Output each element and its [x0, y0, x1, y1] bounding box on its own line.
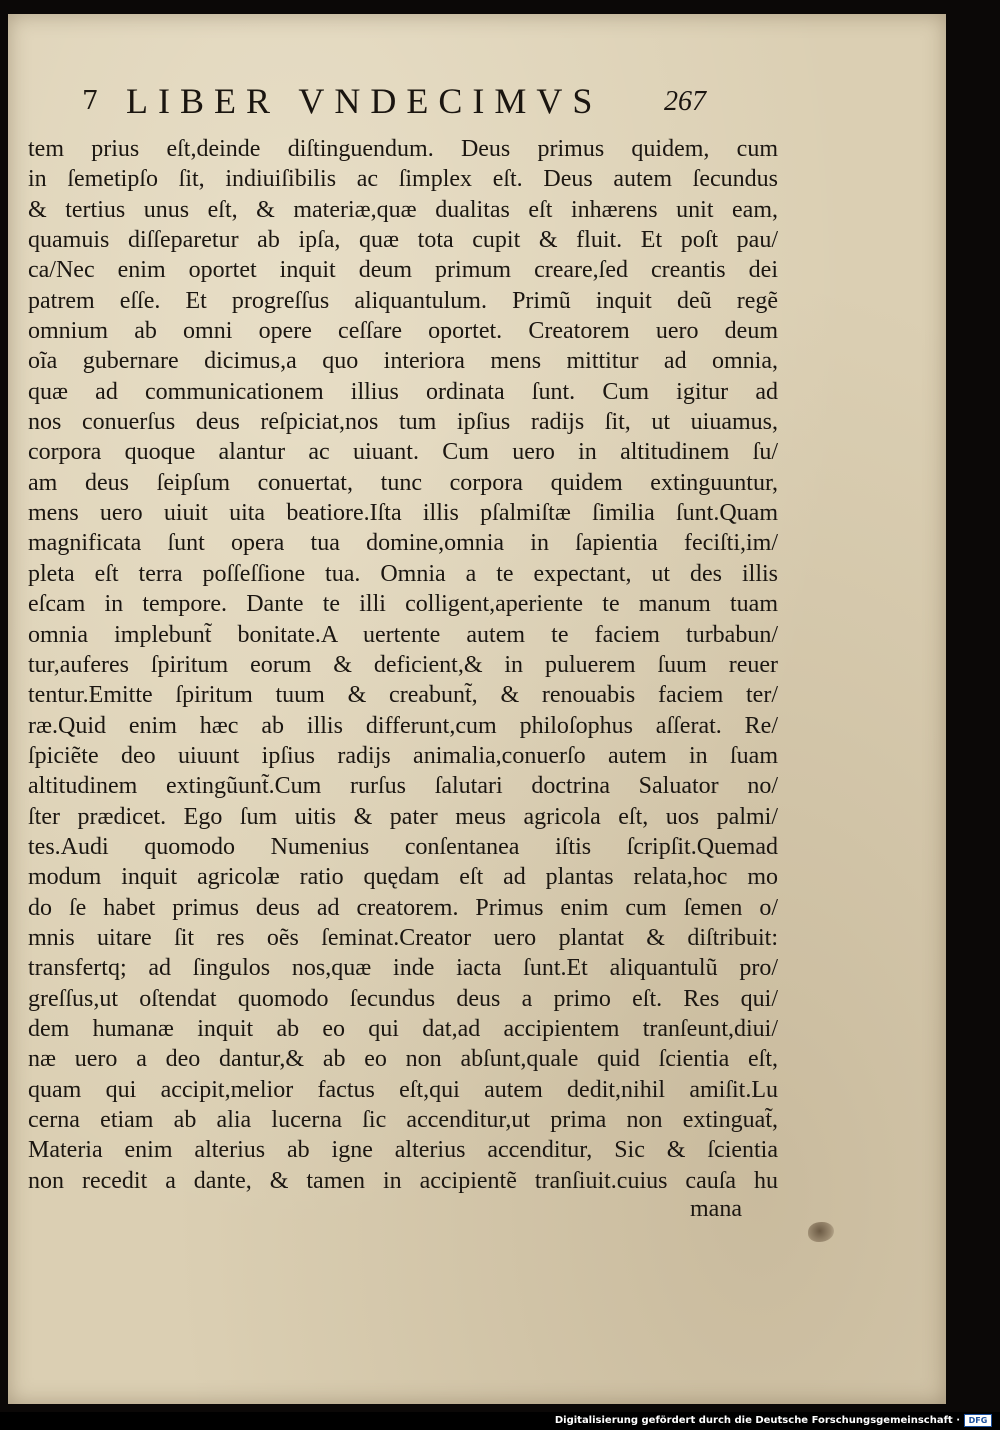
running-head-title: LIBER VNDECIMVS [126, 81, 603, 121]
text-line: do ſe habet primus deus ad creatorem. Primus enim cum ſemen o/ [28, 894, 778, 921]
text-line: cerna etiam ab alia lucerna ſic accenditur,ut prima non extinguat̃, [28, 1107, 778, 1133]
text-line: mnis uitare ſit res oẽs ſeminat.Creator uero plantat & diſtribuit: [28, 924, 778, 951]
text-line: & tertius unus eſt, & materiæ,quæ dualitas eſt inhærens unit eam, [28, 196, 778, 223]
text-line: oĩa gubernare dicimus,a quo interiora mens mittitur ad omnia, [28, 348, 778, 375]
book-page [8, 14, 946, 1404]
digitization-credit: Digitalisierung gefördert durch die Deutsche Forschungsgemeinschaft · [554, 1415, 960, 1426]
text-line: non recedit a dante, & tamen in accipientẽ tranſiuit.cuius cauſa hu [28, 1167, 778, 1194]
text-line: tentur.Emitte ſpiritum tuum & creabunt̃, & renouabis faciem ter/ [28, 682, 778, 709]
text-line: in ſemetipſo ſit, indiuiſibilis ac ſimplex eſt. Deus autem ſecundus [28, 166, 778, 193]
text-line: mens uero uiuit uita beatiore.Iſta illis pſalmiſtæ ſimilia ſunt.Quam [28, 500, 778, 527]
running-head-mark: 7 [82, 86, 99, 116]
text-line: quamuis diſſeparetur ab ipſa, quæ tota cupit & fluit. Et poſt pau/ [28, 227, 778, 254]
text-line: patrem eſſe. Et progreſſus aliquantulum. Primũ inquit deũ regẽ [28, 287, 778, 314]
text-line: pleta eſt terra poſſeſſione tua. Omnia a te expectant, ut des illis [28, 560, 778, 587]
text-line: quam qui accipit,melior factus eſt,qui autem dedit,nihil amiſit.Lu [28, 1076, 778, 1103]
dfg-logo: DFG [964, 1414, 992, 1427]
text-line: quæ ad communicationem illius ordinata ſunt. Cum igitur ad [28, 378, 778, 405]
text-line: greſſus,ut oſtendat quomodo ſecundus deus a primo eſt. Res qui/ [28, 985, 778, 1012]
text-line: eſcam in tempore. Dante te illi colligent,aperiente te manum tuam [28, 591, 778, 618]
text-line: magnificata ſunt opera tua domine,omnia in ſapientia feciſti,im/ [28, 530, 778, 557]
body-text [28, 134, 778, 1196]
text-line: modum inquit agricolæ ratio quędam eſt ad plantas relata,hoc mo [28, 864, 778, 891]
text-line: ſter prædicet. Ego ſum uitis & pater meus agricola eſt, uos palmi/ [28, 803, 778, 830]
text-line: Materia enim alterius ab igne alterius accenditur, Sic & ſcientia [28, 1137, 778, 1164]
text-line: corpora quoque alantur ac uiuant. Cum uero in altitudinem ſu/ [28, 439, 778, 466]
running-head [8, 80, 946, 120]
text-line: am deus ſeipſum conuertat, tunc corpora quidem extinguuntur, [28, 469, 778, 496]
text-line: transfertq; ad ſingulos nos,quæ inde iacta ſunt.Et aliquantulũ pro/ [28, 955, 778, 982]
text-line: omnia implebunt̃ bonitate.A uertente autem te faciem turbabun/ [28, 621, 778, 648]
text-line: ca/Nec enim oportet inquit deum primum creare,ſed creantis dei [28, 257, 778, 284]
text-line: ſpiciẽte deo uiuunt ipſius radijs animalia,conuerſo autem in ſuam [28, 742, 778, 769]
text-line: næ uero a deo dantur,& ab eo non abſunt,quale quid ſcientia eſt, [28, 1046, 778, 1073]
text-line: tur,auferes ſpiritum eorum & deficient,& in puluerem ſuum reuer [28, 651, 778, 678]
paper-stain [808, 1222, 834, 1242]
text-line: tem prius eſt,deinde diſtinguendum. Deus primus quidem, cum [28, 136, 778, 162]
text-line: dem humanæ inquit ab eo qui dat,ad accipientem tranſeunt,diui/ [28, 1015, 778, 1042]
catchword: mana [690, 1196, 742, 1222]
text-line: nos conuerſus deus reſpiciat,nos tum ipſius radijs ſit, ut uiuamus, [28, 409, 778, 436]
text-line: ræ.Quid enim hæc ab illis differunt,cum philoſophus aſſerat. Re/ [28, 712, 778, 739]
text-line: tes.Audi quomodo Numenius conſentanea iſtis ſcripſit.Quemad [28, 833, 778, 860]
page-number: 267 [664, 86, 706, 117]
text-line: omnium ab omni opere ceſſare oportet. Creatorem uero deum [28, 318, 778, 345]
text-line: altitudinem extingũunt̃.Cum rurſus ſalutari doctrina Saluator no/ [28, 773, 778, 800]
